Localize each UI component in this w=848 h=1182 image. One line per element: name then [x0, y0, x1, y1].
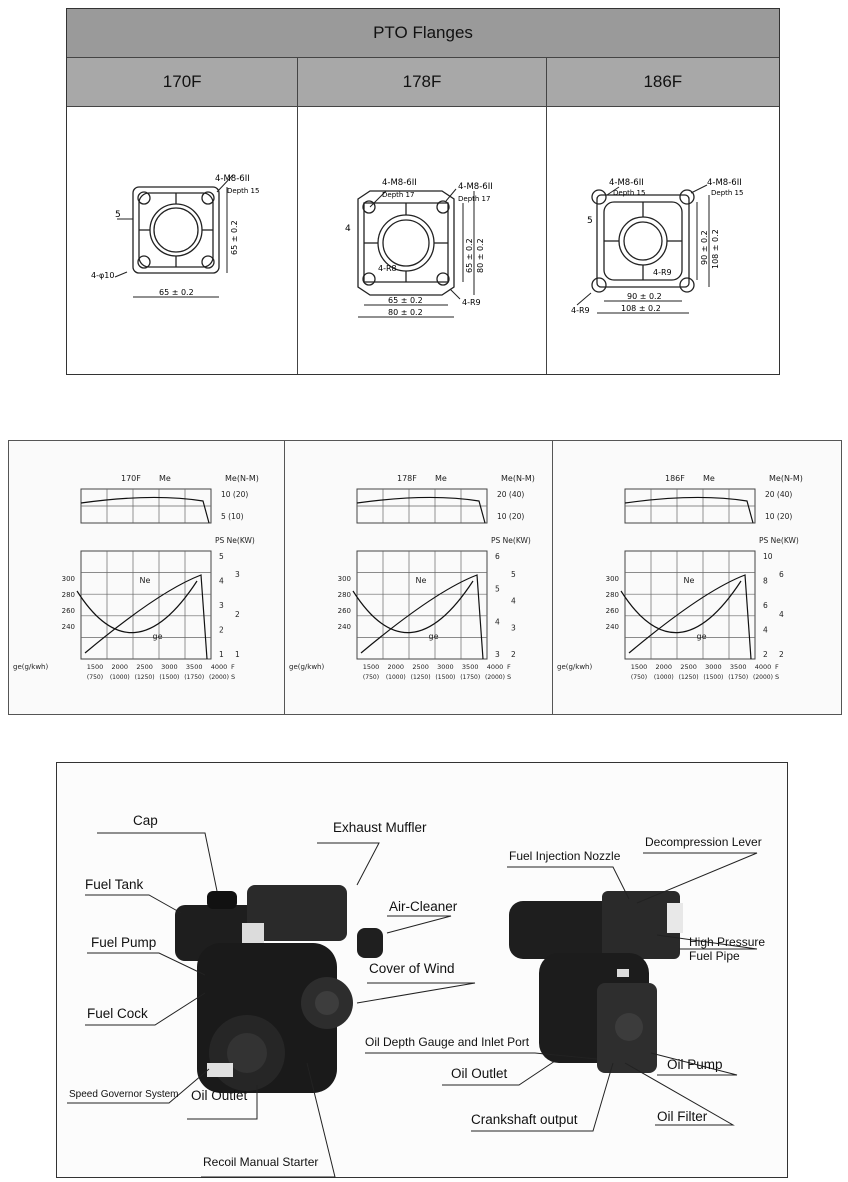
kw-tick-label: 3 [235, 570, 240, 579]
torque-tick-label: 20 (40) [765, 490, 793, 499]
x-tick-label: 3000 [437, 663, 454, 671]
part-crankshaft-output-label: Crankshaft output [471, 1112, 578, 1127]
part-oil-filter-label: Oil Filter [657, 1109, 708, 1124]
kw-tick-label: 2 [779, 650, 784, 659]
part-cover-of-wind-label: Cover of Wind [369, 961, 455, 976]
flange-186f-depth-left-label: Depth 15 [612, 189, 646, 197]
torque-unit-label: Me(N-M) [769, 474, 803, 483]
ps-tick-label: 4 [495, 617, 500, 627]
ps-tick-label: 10 [763, 552, 773, 561]
power-unit-label: PS Ne(KW) [491, 536, 531, 545]
x-sub-tick-label: (750) [630, 674, 648, 681]
ge-unit-label: ge(g/kwh) [557, 663, 593, 671]
x-unit-label: F [775, 663, 779, 671]
flange-178f-depth-right-label: Depth 17 [458, 195, 491, 203]
x-sub-tick-label: (1250) [134, 674, 155, 681]
power-grid [81, 551, 211, 659]
flange-drawing-170f [67, 107, 298, 374]
ge-tick-label: 280 [61, 591, 75, 599]
model-header-186f: 186F [643, 72, 683, 91]
x-sub-tick-label: (1250) [678, 674, 699, 681]
ps-tick-label: 2 [763, 650, 768, 659]
power-unit-label: PS Ne(KW) [759, 536, 799, 545]
ps-tick-label: 4 [763, 625, 768, 635]
part-oil-outlet-right-label: Oil Outlet [451, 1066, 508, 1081]
consumption-series-label: ge [428, 632, 439, 641]
consumption-curve [353, 581, 473, 633]
torque-curve [357, 497, 485, 523]
x-tick-label: 4000 [486, 663, 504, 671]
flange-170f-hole-label: 4-φ10 [91, 271, 115, 280]
x-sub-tick-label: (1500) [159, 674, 180, 681]
flange-186f-width-inner-label: 90 ± 0.2 [626, 292, 662, 301]
ps-tick-label: 3 [495, 650, 500, 659]
flange-178f-side-label: 4 [345, 224, 352, 234]
x-sub-tick-label: (1500) [703, 674, 724, 681]
kw-tick-label: 1 [235, 650, 240, 659]
power-curve [629, 575, 751, 659]
x-sub-tick-label: (750) [362, 674, 380, 681]
curve-chart-170f [9, 441, 285, 716]
flange-178f-width-outer-label: 80 ± 0.2 [388, 308, 424, 317]
torque-unit-label: Me(N-M) [225, 474, 259, 483]
curve-model-label: 178F [397, 474, 417, 483]
torque-curve [81, 497, 209, 523]
ps-tick-label: 6 [495, 552, 500, 561]
flange-178f-bolt-right-label: 4-M8-6II [458, 182, 494, 192]
x-tick-label: 4000 [210, 663, 228, 671]
curve-model-label: 170F [121, 474, 141, 483]
torque-series-label: Me [703, 474, 715, 483]
part-oil-outlet-left-label: Oil Outlet [191, 1088, 248, 1103]
flange-178f-height-outer-label: 80 ± 0.2 [476, 238, 486, 273]
part-fuel-pipe-label: Fuel Pipe [689, 949, 740, 963]
x-tick-label: 1500 [630, 663, 648, 671]
power-unit-label: PS Ne(KW) [215, 536, 255, 545]
part-fuel-pump-label: Fuel Pump [91, 935, 157, 950]
x-tick-label: 2000 [111, 663, 129, 671]
ge-tick-label: 260 [605, 607, 619, 615]
x-sub-tick-label: (1750) [460, 674, 481, 681]
kw-tick-label: 5 [511, 570, 516, 579]
flange-drawing-178f [298, 107, 546, 374]
part-decompression-lever-label: Decompression Lever [645, 835, 762, 849]
flange-178f-width-inner-label: 65 ± 0.2 [388, 296, 424, 305]
x-sub-tick-label: (2000) [485, 674, 505, 681]
part-fuel-injection-nozzle-label: Fuel Injection Nozzle [509, 849, 621, 863]
power-grid [625, 551, 755, 659]
torque-tick-label: 20 (40) [497, 490, 525, 499]
part-recoil-starter-label: Recoil Manual Starter [203, 1155, 319, 1169]
ge-tick-label: 300 [61, 575, 75, 583]
kw-tick-label: 3 [511, 623, 516, 633]
flange-170f-width-label: 65 ± 0.2 [159, 288, 194, 297]
ps-tick-label: 5 [495, 584, 500, 594]
ps-tick-label: 2 [219, 625, 224, 635]
part-fuel-tank-label: Fuel Tank [85, 877, 144, 892]
power-grid [357, 551, 487, 659]
part-oil-depth-gauge-label: Oil Depth Gauge and Inlet Port [365, 1035, 530, 1049]
model-header-170f: 170F [67, 58, 298, 106]
power-series-label: Ne [139, 576, 151, 585]
x-sub-tick-label: (1250) [410, 674, 431, 681]
torque-tick-label: 10 (20) [221, 490, 249, 499]
flange-178f-bolt-left-label: 4-M8-6II [382, 178, 418, 188]
model-header-178f: 178F [298, 58, 546, 106]
torque-series-label: Me [435, 474, 447, 483]
ge-unit-label: ge(g/kwh) [289, 663, 325, 671]
power-curve [85, 575, 207, 659]
flange-drawing-186f [547, 107, 779, 374]
torque-unit-label: Me(N-M) [501, 474, 535, 483]
engine-right-image [509, 891, 683, 1073]
consumption-curve [77, 581, 197, 633]
x-tick-label: 2000 [387, 663, 405, 671]
torque-tick-label: 5 (10) [221, 512, 244, 521]
engine-parts-diagram [56, 762, 788, 1178]
flange-186f-width-outer-label: 108 ± 0.2 [620, 304, 661, 313]
ge-tick-label: 280 [605, 591, 619, 599]
part-exhaust-muffler-label: Exhaust Muffler [333, 820, 427, 835]
x-unit-label: S [507, 673, 512, 681]
flange-186f-bolt-right-label: 4-M8-6II [706, 178, 742, 188]
curve-panel-178f [285, 441, 553, 714]
kw-tick-label: 6 [779, 570, 784, 579]
flange-178f-depth-left-label: Depth 17 [382, 191, 415, 199]
x-tick-label: 2000 [655, 663, 673, 671]
x-tick-label: 3000 [705, 663, 722, 671]
ge-tick-label: 240 [605, 623, 619, 631]
flange-186f-radius-corner-label: 4-R9 [570, 306, 590, 315]
x-sub-tick-label: (750) [86, 674, 104, 681]
part-high-pressure-label: High Pressure [689, 935, 766, 949]
flange-170f-side-label: 5 [115, 210, 121, 220]
curve-chart-186f [553, 441, 841, 716]
flange-178f-height-inner-label: 65 ± 0.2 [465, 238, 475, 273]
engine-left-image [175, 885, 383, 1093]
ge-tick-label: 240 [337, 623, 351, 631]
ge-unit-label: ge(g/kwh) [13, 663, 49, 671]
x-tick-label: 1500 [86, 663, 104, 671]
pto-flanges-table [66, 8, 780, 375]
kw-tick-label: 2 [511, 650, 516, 659]
performance-curves [8, 440, 842, 715]
x-sub-tick-label: (2000) [753, 674, 773, 681]
x-sub-tick-label: (1750) [184, 674, 205, 681]
x-tick-label: 3500 [461, 663, 479, 671]
torque-series-label: Me [159, 474, 171, 483]
flange-178f-radius-right-label: 4-R9 [462, 298, 481, 307]
curve-panel-170f [9, 441, 285, 714]
pto-title: PTO Flanges [67, 9, 779, 58]
flange-186f-side-label: 5 [586, 216, 593, 226]
pto-model-headers [67, 58, 779, 107]
x-sub-tick-label: (1750) [728, 674, 749, 681]
kw-tick-label: 4 [779, 610, 784, 619]
flange-170f-bolt-label: 4-M8-6II [215, 174, 250, 184]
ge-tick-label: 300 [605, 575, 619, 583]
ps-tick-label: 8 [763, 576, 768, 586]
x-unit-label: S [231, 673, 236, 681]
flange-186f-radius-inner-label: 4-R9 [652, 268, 672, 277]
x-tick-label: 2500 [412, 663, 429, 671]
part-cap-label: Cap [133, 813, 158, 828]
x-sub-tick-label: (1000) [385, 674, 406, 681]
x-unit-label: F [507, 663, 511, 671]
x-sub-tick-label: (1000) [109, 674, 130, 681]
ge-tick-label: 260 [337, 607, 351, 615]
ps-tick-label: 3 [219, 601, 224, 610]
ps-tick-label: 1 [219, 650, 224, 659]
x-sub-tick-label: (2000) [209, 674, 229, 681]
power-curve [361, 575, 483, 659]
x-unit-label: S [775, 673, 780, 681]
part-fuel-cock-label: Fuel Cock [87, 1006, 148, 1021]
torque-curve [625, 497, 753, 523]
ge-tick-label: 240 [61, 623, 75, 631]
x-tick-label: 3500 [729, 663, 747, 671]
x-tick-label: 3000 [161, 663, 178, 671]
x-sub-tick-label: (1000) [653, 674, 674, 681]
curve-model-label: 186F [665, 474, 685, 483]
part-speed-governor-label: Speed Governor System [69, 1089, 179, 1100]
x-tick-label: 4000 [754, 663, 772, 671]
flange-186f-bolt-left-label: 4-M8-6II [608, 178, 644, 188]
curve-panel-186f [553, 441, 841, 714]
consumption-series-label: ge [696, 632, 707, 641]
x-tick-label: 2500 [136, 663, 153, 671]
x-sub-tick-label: (1500) [435, 674, 456, 681]
consumption-curve [621, 581, 741, 633]
flange-170f-height-label: 65 ± 0.2 [230, 220, 239, 255]
kw-tick-label: 2 [235, 610, 240, 619]
power-series-label: Ne [415, 576, 427, 585]
kw-tick-label: 4 [511, 596, 516, 606]
x-tick-label: 1500 [362, 663, 380, 671]
x-unit-label: F [231, 663, 235, 671]
consumption-series-label: ge [152, 632, 163, 641]
power-series-label: Ne [683, 576, 695, 585]
flange-186f-height-inner-label: 90 ± 0.2 [699, 230, 709, 265]
flange-170f-depth-label: Depth 15 [227, 187, 260, 195]
ps-tick-label: 4 [219, 576, 224, 586]
flange-186f-depth-right-label: Depth 15 [710, 189, 744, 197]
ge-tick-label: 280 [337, 591, 351, 599]
ge-tick-label: 300 [337, 575, 351, 583]
ps-tick-label: 6 [763, 601, 768, 610]
torque-tick-label: 10 (20) [497, 512, 525, 521]
flange-178f-radius-left-label: 4-R8 [378, 264, 397, 273]
part-air-cleaner-label: Air-Cleaner [389, 899, 458, 914]
flange-186f-height-outer-label: 108 ± 0.2 [710, 229, 720, 269]
x-tick-label: 3500 [185, 663, 203, 671]
x-tick-label: 2500 [680, 663, 697, 671]
torque-tick-label: 10 (20) [765, 512, 793, 521]
curve-chart-178f [285, 441, 553, 716]
part-oil-pump-label: Oil Pump [667, 1057, 723, 1072]
ge-tick-label: 260 [61, 607, 75, 615]
ps-tick-label: 5 [219, 552, 224, 561]
